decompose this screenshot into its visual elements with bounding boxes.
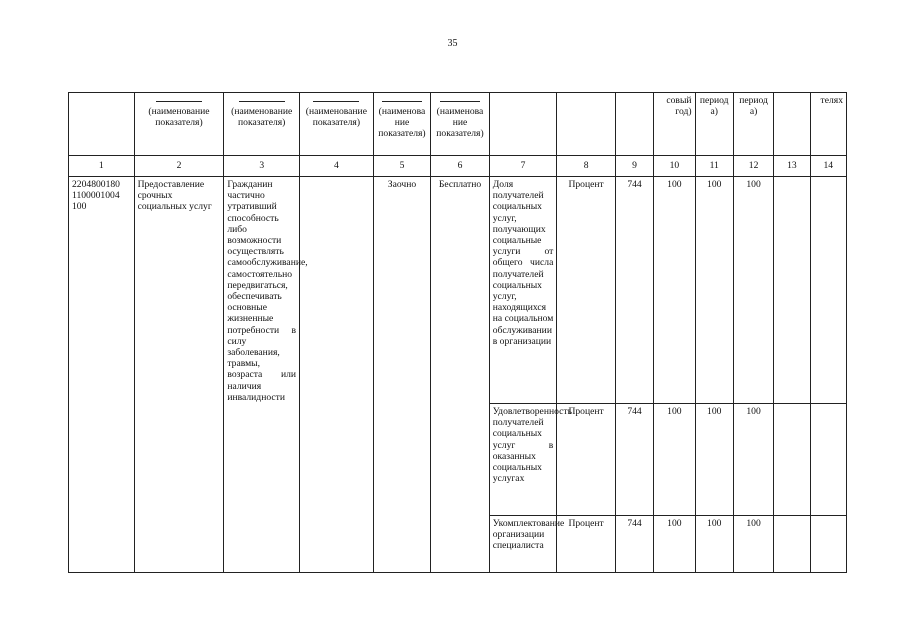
empty-cell	[810, 516, 846, 573]
empty-cell	[810, 177, 846, 404]
column-number: 1	[69, 156, 135, 177]
recipient-category: Гражданин частично утративший способность либо возможности осуществлять самообслуживание, самостоятельно передвигаться, обеспечивать основные жизненные потребности в силу заболевания, травмы, возраста или наличия инвалидности	[224, 177, 300, 573]
header-cell-2: (наименование показателя)	[134, 93, 224, 156]
empty-cell	[810, 404, 846, 516]
indicator-value-10: 100	[654, 404, 695, 516]
indicator-unit: Процент	[557, 177, 616, 404]
header-cell-14: телях	[810, 93, 846, 156]
header-cell-13	[774, 93, 810, 156]
indicator-value-10: 100	[654, 516, 695, 573]
indicator-value-12: 100	[733, 177, 773, 404]
service-form: Заочно	[373, 177, 431, 573]
payment-type: Бесплатно	[431, 177, 490, 573]
column-number: 11	[695, 156, 733, 177]
column-number: 5	[373, 156, 431, 177]
column-number: 4	[300, 156, 374, 177]
column-number: 9	[615, 156, 653, 177]
header-row	[69, 93, 847, 156]
indicator-okei-code: 744	[615, 177, 653, 404]
header-cell-8	[557, 93, 616, 156]
registry-code: 2204800180 1100001004 100	[69, 177, 135, 573]
column-number: 12	[733, 156, 773, 177]
indicator-okei-code: 744	[615, 404, 653, 516]
table-row	[69, 177, 847, 404]
indicator-value-11: 100	[695, 516, 733, 573]
column-numbers-row	[69, 156, 847, 177]
service-name: Предоставление срочных социальных услуг	[134, 177, 224, 573]
header-cell-7	[489, 93, 557, 156]
column-number: 2	[134, 156, 224, 177]
column-number: 8	[557, 156, 616, 177]
indicator-name: Доля получателей социальных услуг, получающих социальные услуги от общего числа получателей социальных услуг, находящихся на социальном обслуживании в организации	[489, 177, 557, 404]
column-number: 7	[489, 156, 557, 177]
header-cell-4: (наименование показателя)	[300, 93, 374, 156]
header-cell-3: (наименование показателя)	[224, 93, 300, 156]
header-cell-9	[615, 93, 653, 156]
indicators-table	[68, 92, 847, 573]
indicator-name: Укомплектование организации специалиста	[489, 516, 557, 573]
indicator-value-11: 100	[695, 177, 733, 404]
header-cell-5: (наименова ние показателя)	[373, 93, 431, 156]
header-cell-6: (наименова ние показателя)	[431, 93, 490, 156]
indicator-unit: Процент	[557, 404, 616, 516]
indicator-okei-code: 744	[615, 516, 653, 573]
column-number: 14	[810, 156, 846, 177]
column-number: 10	[654, 156, 695, 177]
empty-cell	[774, 177, 810, 404]
indicator-unit: Процент	[557, 516, 616, 573]
empty-cell	[300, 177, 374, 573]
indicator-value-12: 100	[733, 404, 773, 516]
header-cell-10: совый год)	[654, 93, 695, 156]
header-cell-11: период а)	[695, 93, 733, 156]
indicator-name: Удовлетворенность получателей социальных услуг в оказанных социальных услугах	[489, 404, 557, 516]
column-number: 6	[431, 156, 490, 177]
column-number: 3	[224, 156, 300, 177]
header-cell-1	[69, 93, 135, 156]
indicator-value-12: 100	[733, 516, 773, 573]
empty-cell	[774, 404, 810, 516]
header-cell-12: период а)	[733, 93, 773, 156]
indicator-value-10: 100	[654, 177, 695, 404]
page-number: 35	[447, 38, 458, 49]
empty-cell	[774, 516, 810, 573]
indicator-value-11: 100	[695, 404, 733, 516]
column-number: 13	[774, 156, 810, 177]
